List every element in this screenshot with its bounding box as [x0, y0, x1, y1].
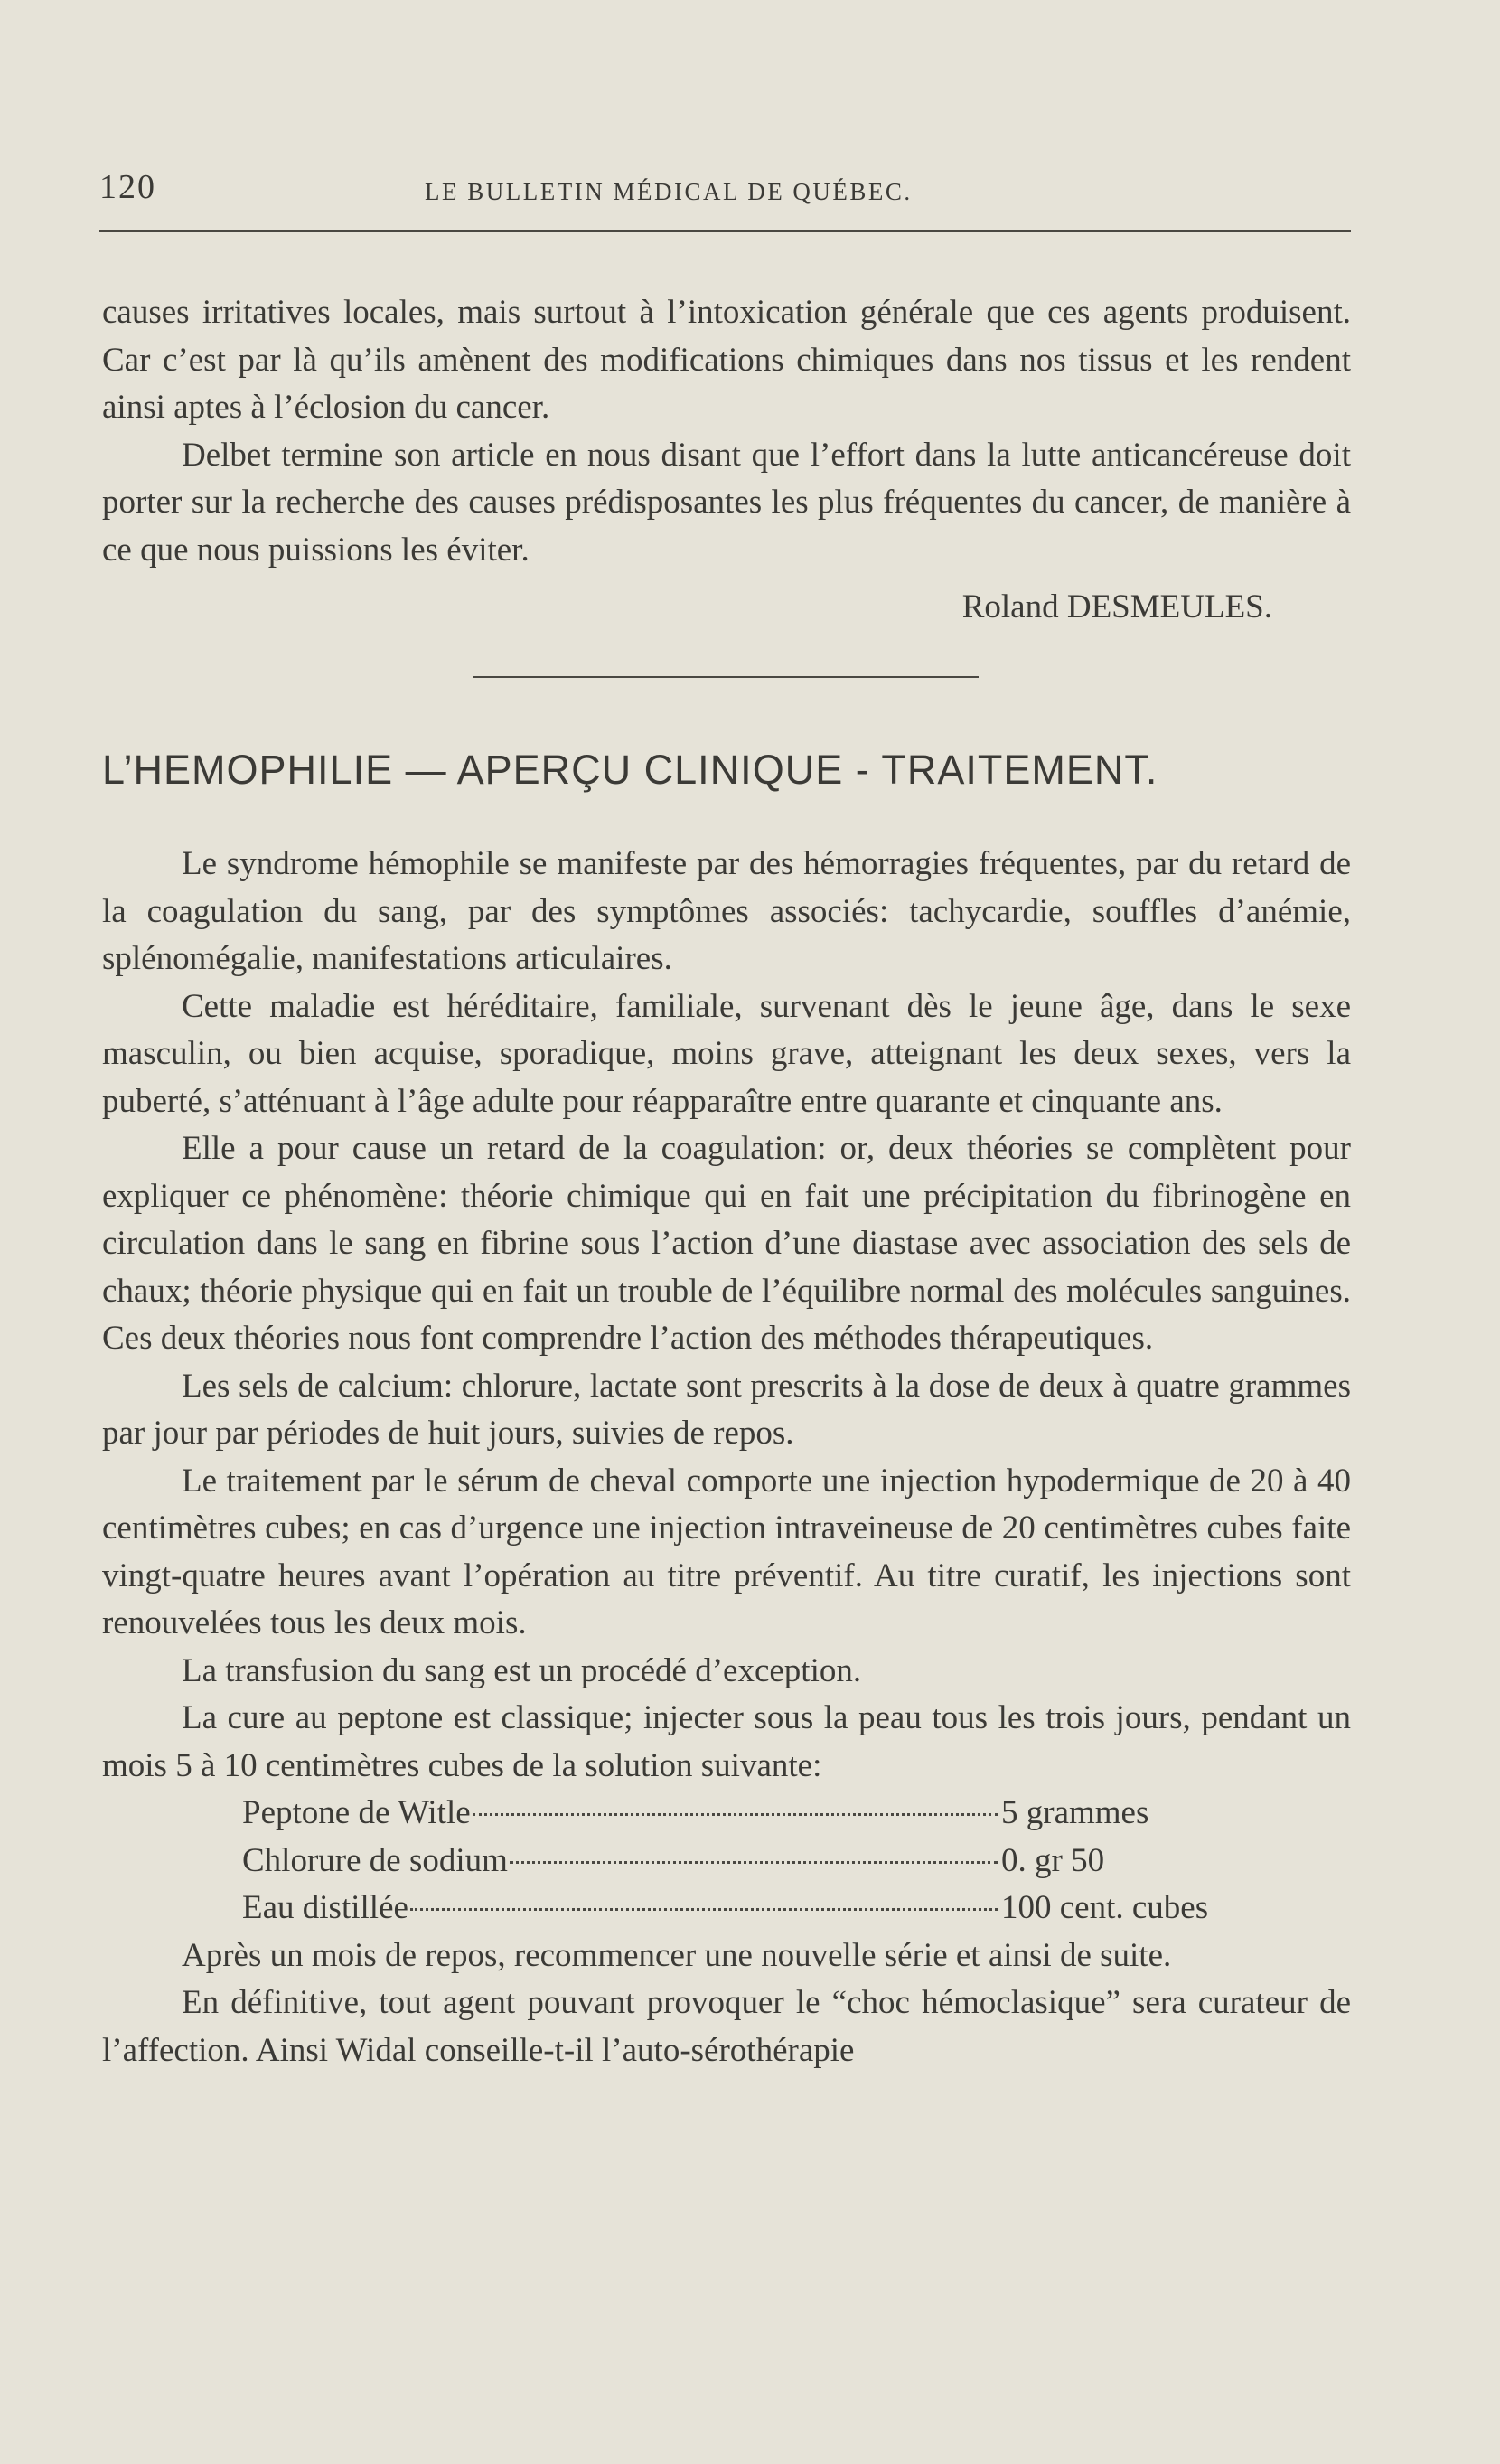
paragraph: Elle a pour cause un retard de la coagulation: or, deux théories se complètent pour expliquer ce phénomène: théorie chimique qui en fait une précipitation du fibrinogène en circulation dans le sang en fibrine sous l’action d’une diastase avec association des sels de chaux; théorie physique qui en fait un trouble de l’équilibre normal des molécules sanguines. Ces deux théories nous font comprendre l’action des méthodes thérapeutiques. [102, 1130, 1351, 1357]
paragraph: Le traitement par le sérum de cheval comporte une injection hypodermique de 20 à 40 centimètres cubes; en cas d’urgence une injection intraveineuse de 20 centimètres cubes faite vingt-quatre heures avant l’opération au titre préventif. Au titre curatif, les injections sont renouvelées tous les deux mois. [102, 1462, 1351, 1641]
paragraph: La transfusion du sang est un procédé d’exception. [182, 1651, 862, 1689]
page-header [99, 167, 1351, 212]
formula-quantity: 0. gr 50 [1001, 1841, 1105, 1879]
paragraph: causes irritatives locales, mais surtout à l’intoxication générale que ces agents produisent. Car c’est par là qu’ils amènent des modifications chimiques dans nos tissus et les rendent ainsi aptes à l’éclosion du cancer. [102, 294, 1351, 426]
author-signature: Roland DESMEULES. [961, 588, 1272, 625]
formula-quantity: 100 cent. cubes [1001, 1889, 1209, 1926]
paragraph: La cure au peptone est classique; injecter sous la peau tous les trois jours, pendant un mois 5 à 10 centimètres cubes de la solution suivante: [102, 1699, 1351, 1784]
section-separator [473, 676, 979, 678]
formula-quantity: 5 grammes [1001, 1794, 1149, 1831]
paragraph: Le syndrome hémophile se manifeste par des hémorragies fréquentes, par du retard de la coagulation du sang, par des symptômes associés: tachycardie, souffles d’anémie, splénomégalie, manifestations articulaires. [102, 845, 1351, 977]
formula-ingredient: Eau distillée [242, 1889, 408, 1926]
formula-ingredient: Chlorure de sodium [242, 1841, 508, 1879]
dot-leader [473, 1813, 998, 1816]
formula-row [242, 1838, 1245, 1886]
peptone-formula [242, 1790, 1351, 1933]
running-title: LE BULLETIN MÉDICAL DE QUÉBEC. [425, 178, 913, 205]
formula-row [242, 1885, 1245, 1933]
header-rule [99, 230, 1351, 232]
article-title: L’HEMOPHILIE — APERÇU CLINIQUE - TRAITEMENT. [102, 747, 1158, 793]
dot-leader [510, 1861, 998, 1864]
paragraph: Cette maladie est héréditaire, familiale, survenant dès le jeune âge, dans le sexe masculin, ou bien acquise, sporadique, moins grave, atteignant les deux sexes, vers la puberté, s’atténuant à l’âge adulte pour réapparaître entre quarante et cinquante ans. [102, 987, 1351, 1120]
formula-ingredient: Peptone de Witle [242, 1794, 471, 1831]
previous-article-text [102, 289, 1351, 574]
page-number: 120 [99, 168, 156, 206]
paragraph: Les sels de calcium: chlorure, lactate sont prescrits à la dose de deux à quatre grammes par jour par périodes de huit jours, suivies de repos. [102, 1367, 1351, 1452]
formula-row [242, 1790, 1245, 1838]
dot-leader [410, 1908, 998, 1911]
paragraph: En définitive, tout agent pouvant provoquer le “choc hémoclasique” sera curateur de l’affection. Ainsi Widal conseille-t-il l’auto-sérothérapie [102, 1984, 1351, 2069]
article-body [102, 841, 1351, 2074]
paragraph: Après un mois de repos, recommencer une nouvelle série et ainsi de suite. [182, 1936, 1172, 1974]
paragraph: Delbet termine son article en nous disant que l’effort dans la lutte anticancéreuse doit porter sur la recherche des causes prédisposantes les plus fréquentes du cancer, de manière à ce que nous puissions les éviter. [102, 436, 1351, 569]
